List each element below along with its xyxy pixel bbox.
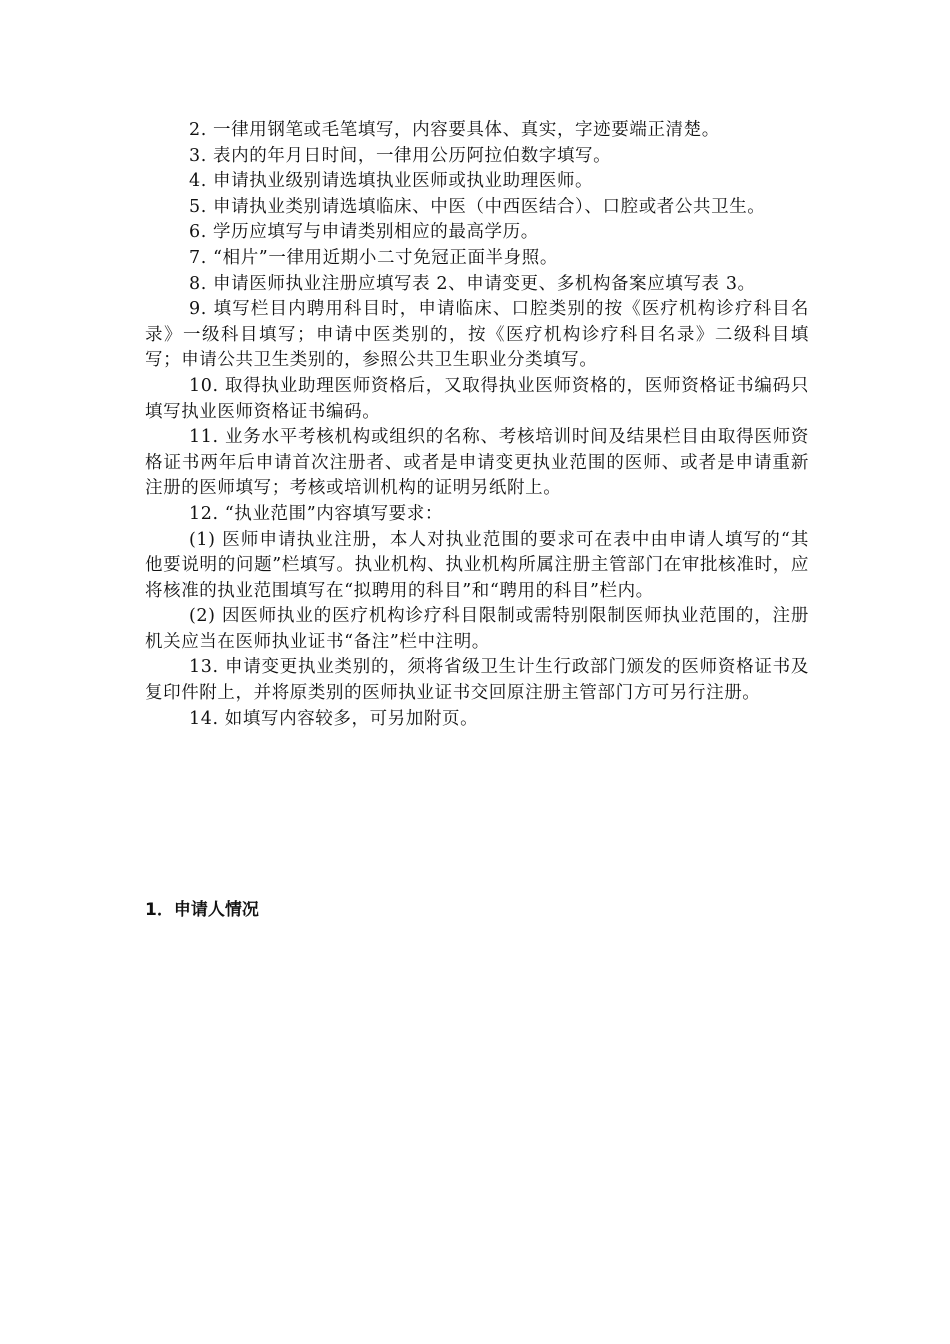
instruction-item-8: 8. 申请医师执业注册应填写表 2、申请变更、多机构备案应填写表 3。	[189, 273, 756, 294]
instruction-item-6: 6. 学历应填写与申请类别相应的最高学历。	[189, 222, 539, 243]
instruction-item-13: 13. 申请变更执业类别的，须将省级卫生计生行政部门颁发的医师资格证书及复印件附上，并将原类别的医师执业证书交回原注册主管部门方可另行注册。	[145, 657, 809, 704]
instruction-item-2: 2. 一律用钢笔或毛笔填写，内容要具体、真实，字迹要端正清楚。	[189, 120, 720, 140]
instruction-item-14: 14. 如填写内容较多，可另加附页。	[189, 708, 479, 729]
instruction-item-12-2: (2) 因医师执业的医疗机构诊疗科目限制或需特别限制医师执业范围的，注册机关应当在医师执业证书“备注”栏中注明。	[145, 606, 809, 652]
instruction-item-9: 9. 填写栏目内聘用科目时，申请临床、口腔类别的按《医疗机构诊疗科目名录》一级科目填写；申请中医类别的，按《医疗机构诊疗科目名录》二级科目填写；申请公共卫生类别的，参照公共卫生职业分类填写。	[145, 299, 809, 371]
instruction-item-12: 12. “执业范围”内容填写要求：	[189, 503, 443, 524]
instructions-list	[145, 118, 809, 732]
section-heading-applicant-info: 1．申请人情况	[145, 900, 259, 920]
instruction-item-4: 4. 申请执业级别请选填执业医师或执业助理医师。	[189, 171, 594, 192]
instruction-item-12-1: (1) 医师申请执业注册，本人对执业范围的要求可在表中由申请人填写的“其他要说明的问题”栏填写。执业机构、执业机构所属注册主管部门在审批核准时，应将核准的执业范围填写在“拟聘用的科目”和“聘用的科目”栏内。	[145, 529, 809, 601]
instruction-item-7: 7. “相片”一律用近期小二寸免冠正面半身照。	[189, 247, 558, 268]
instruction-item-10: 10. 取得执业助理医师资格后，又取得执业医师资格的，医师资格证书编码只填写执业医师资格证书编码。	[145, 375, 809, 422]
instruction-item-3: 3. 表内的年月日时间，一律用公历阿拉伯数字填写。	[189, 145, 612, 166]
instruction-item-11: 11. 业务水平考核机构或组织的名称、考核培训时间及结果栏目由取得医师资格证书两年后申请首次注册者、或者是申请变更执业范围的医师、或者是申请重新注册的医师填写；考核或培训机构的证明另纸附上。	[145, 427, 809, 499]
instruction-item-5: 5. 申请执业类别请选填临床、中医（中西医结合）、口腔或者公共卫生。	[189, 196, 766, 217]
